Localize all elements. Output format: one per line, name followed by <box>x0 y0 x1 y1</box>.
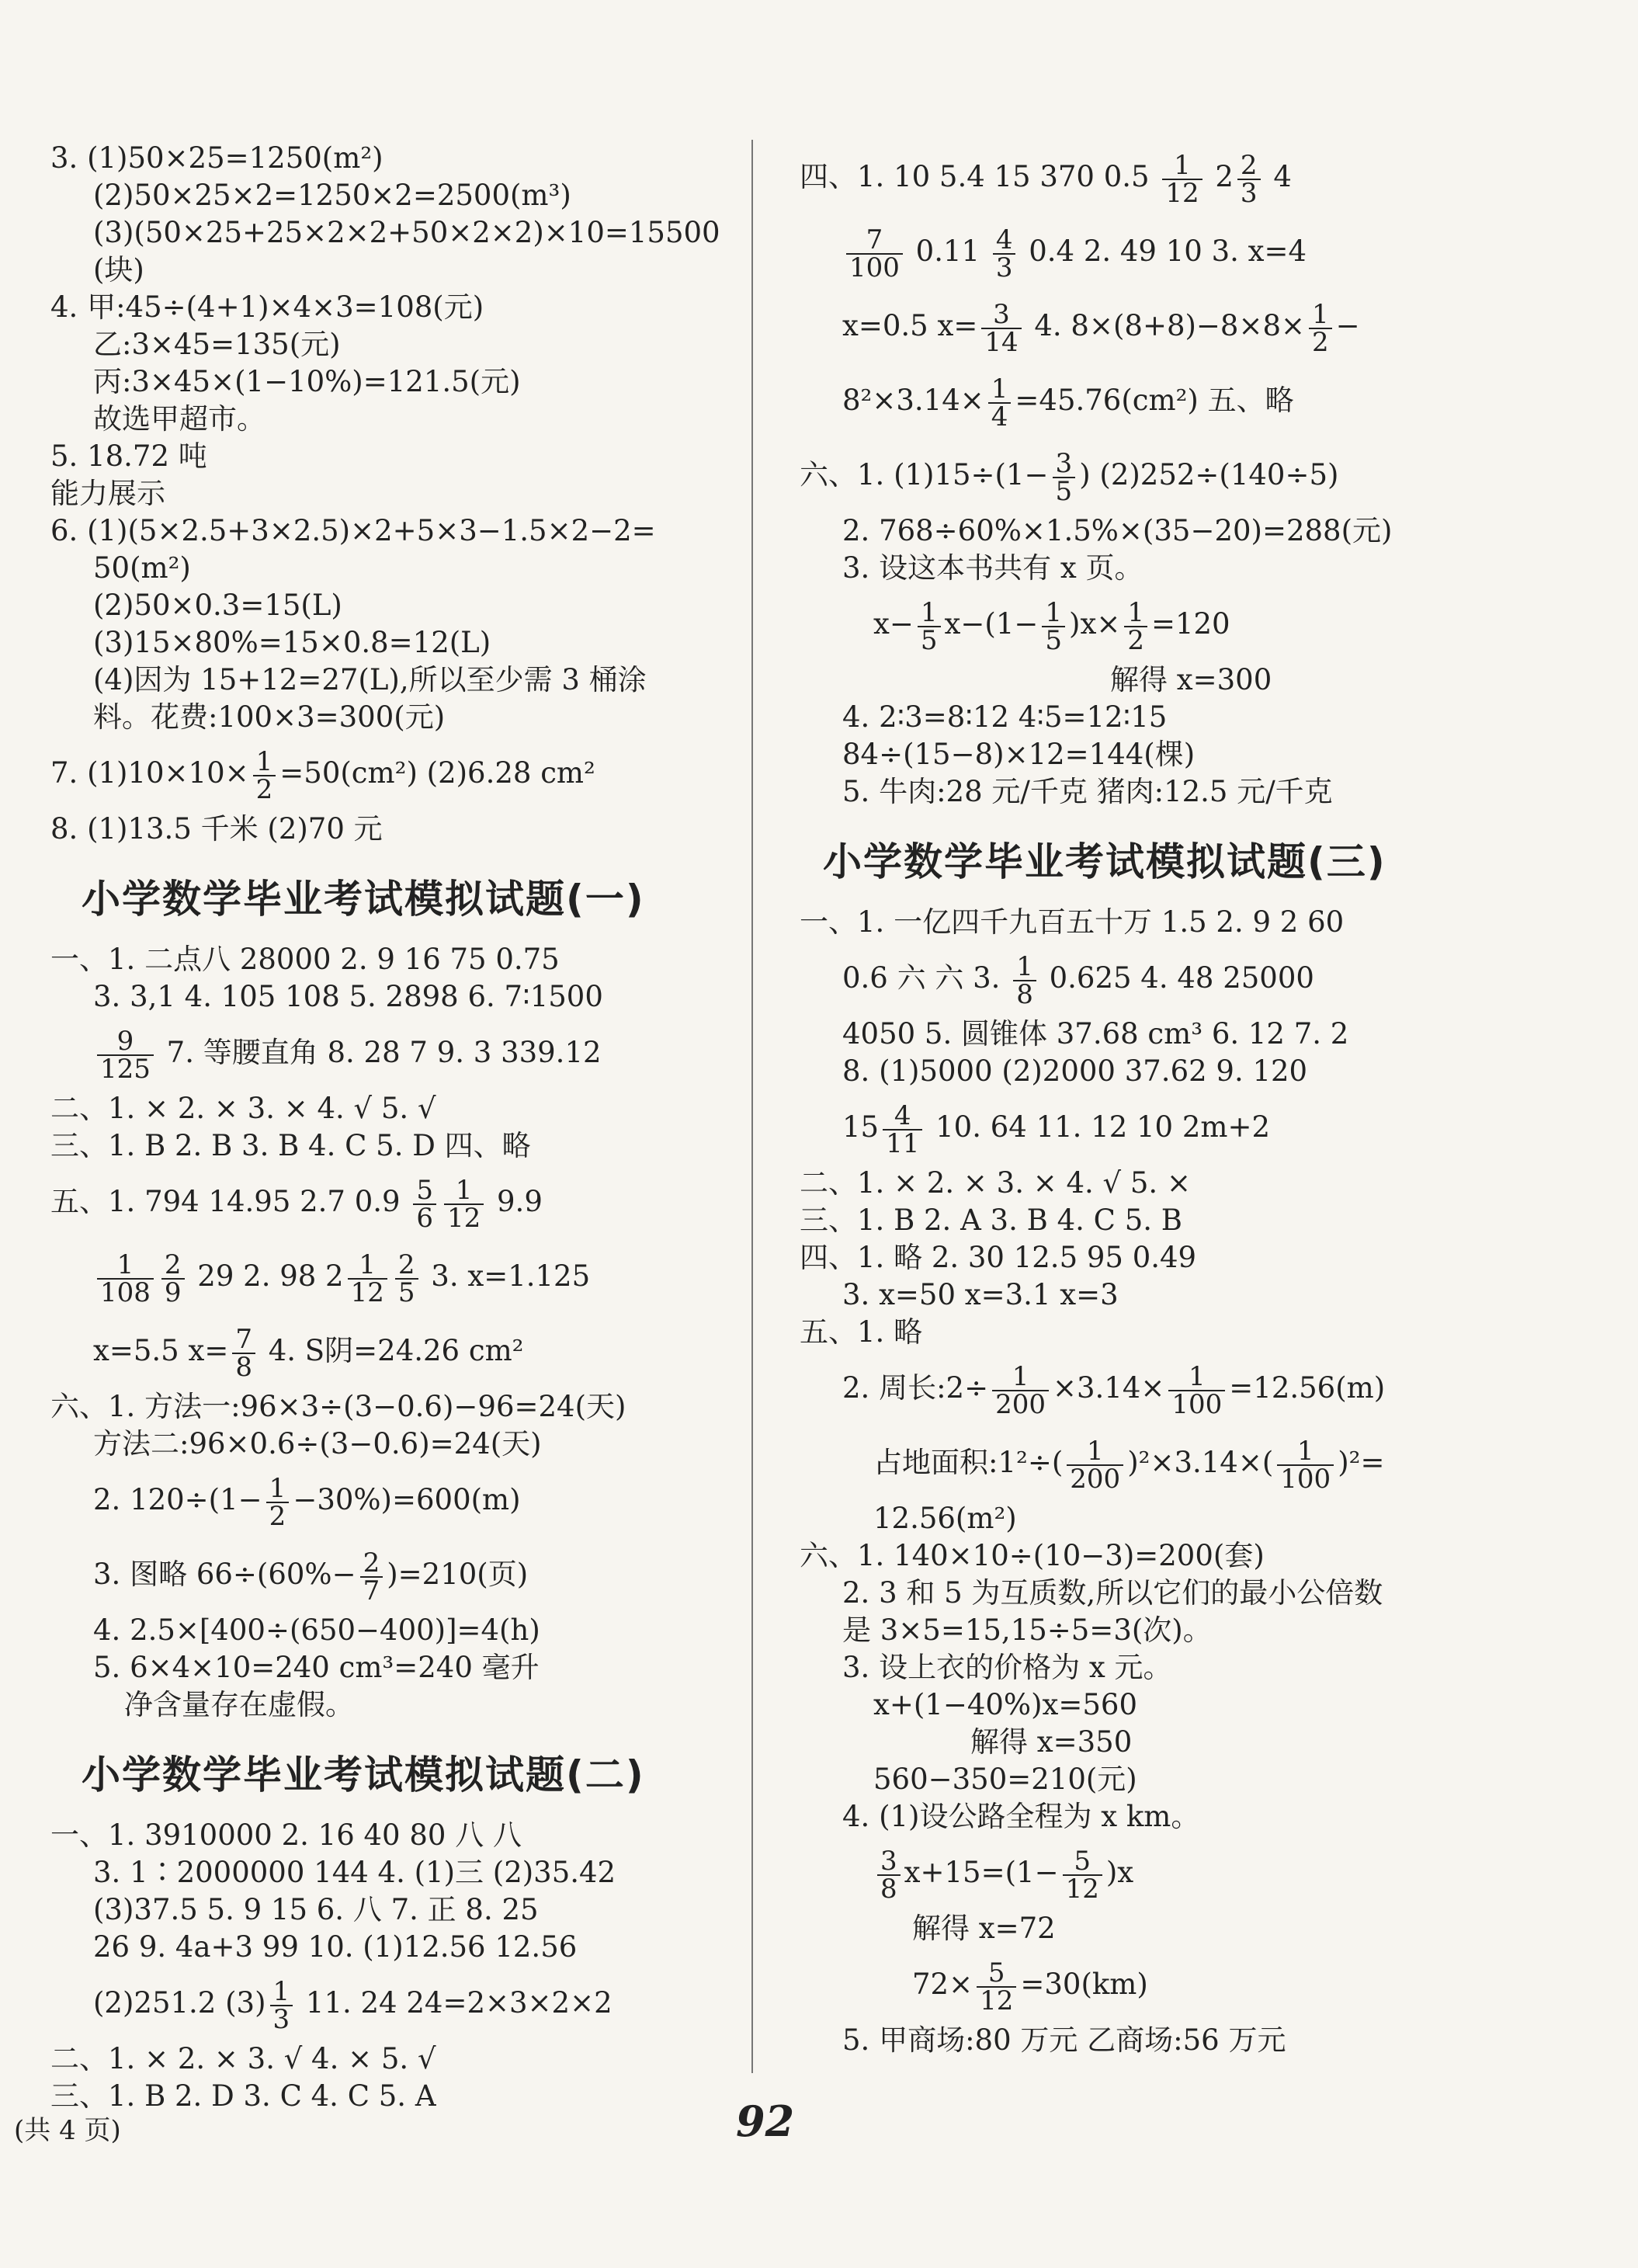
text-run: 8²×3.14× <box>842 384 984 417</box>
answer-line: 解得 x=350 <box>970 1725 1133 1759</box>
numerator: 1 <box>1067 1438 1123 1466</box>
answer-line <box>800 941 1591 1016</box>
text-run: 2. 周长:2÷ <box>842 1371 989 1405</box>
denominator: 125 <box>100 1053 151 1085</box>
answer-line: 8. (1)5000 (2)2000 37.62 9. 120 <box>842 1054 1308 1088</box>
denominator: 3 <box>1240 177 1258 209</box>
answer-line: 560−350=210(元) <box>873 1763 1137 1796</box>
numerator: 4 <box>993 227 1016 255</box>
denominator: 5 <box>1045 624 1063 656</box>
answer-line: 二、1. × 2. × 3. √ 4. × 5. √ <box>50 2042 436 2075</box>
section-title: 小学数学毕业考试模拟试题(三) <box>823 839 1386 884</box>
numerator: 3 <box>877 1848 901 1876</box>
numerator: 1 <box>1277 1438 1334 1466</box>
text-run: (2)251.2 (3) <box>93 1986 266 2020</box>
answer-line: 一、1. 二点八 28000 2. 9 16 75 0.75 <box>50 943 560 976</box>
numerator: 1 <box>1309 301 1332 329</box>
answer-line <box>50 1966 737 2041</box>
answer-line: 4. 2.5×[400÷(650−400)]=4(h) <box>93 1613 540 1647</box>
fraction <box>981 298 1021 358</box>
numerator: 2 <box>360 1550 383 1578</box>
answer-line: 4050 5. 圆锥体 37.68 cm³ 6. 12 7. 2 <box>842 1017 1349 1051</box>
denominator: 2 <box>1312 326 1329 358</box>
answer-line <box>50 1314 737 1388</box>
denominator: 9 <box>164 1276 182 1308</box>
answer-line: 料。花费:100×3=300(元) <box>93 700 446 734</box>
text-run: x+15=(1− <box>904 1856 1059 1889</box>
answer-line: 5. 牛肉:28 元/千克 猪肉:12.5 元/千克 <box>842 775 1333 808</box>
answer-line: 一、1. 3910000 2. 16 40 80 八 八 <box>50 1818 522 1852</box>
denominator: 7 <box>363 1575 380 1606</box>
answer-line <box>800 1836 1591 1910</box>
denominator: 3 <box>995 252 1013 283</box>
numerator: 4 <box>883 1103 922 1131</box>
text-run: =12.56(m) <box>1229 1371 1386 1405</box>
text-run: x=5.5 x= <box>93 1334 229 1367</box>
denominator: 100 <box>849 252 900 283</box>
answer-line: 二、1. × 2. × 3. × 4. √ 5. √ <box>50 1092 436 1125</box>
text-run: )x× <box>1069 607 1121 641</box>
answer-line <box>50 1537 737 1612</box>
text-run: 29 2. 98 2 <box>188 1259 344 1293</box>
fraction <box>270 1975 293 2035</box>
page-number: 92 <box>736 2096 795 2146</box>
section-title: 小学数学毕业考试模拟试题(一) <box>82 877 645 922</box>
page-count-label: (共 4 页) <box>14 2115 121 2146</box>
denominator: 8 <box>1016 978 1033 1010</box>
answer-line <box>50 736 737 811</box>
text-run: 72× <box>912 1968 973 2001</box>
answer-line: 五、1. 略 <box>800 1315 923 1349</box>
fraction <box>846 224 903 283</box>
numerator: 1 <box>992 1363 1049 1391</box>
denominator: 200 <box>1070 1463 1121 1495</box>
text-run: )²×3.14×( <box>1127 1446 1274 1479</box>
text-run: 15 <box>842 1110 880 1144</box>
text-run: 7. (1)10×10× <box>50 756 249 790</box>
fraction <box>1168 1360 1225 1420</box>
text-run: 10. 64 11. 12 10 2m+2 <box>926 1110 1271 1144</box>
answer-line: 解得 x=72 <box>912 1912 1056 1945</box>
answer-line: 3. 3,1 4. 105 108 5. 2898 6. 7∶1500 <box>93 980 603 1013</box>
numerator: 1 <box>1124 599 1147 627</box>
text-run: 四、1. 10 5.4 15 370 0.5 <box>800 160 1159 193</box>
text-run: 0.11 <box>906 234 989 268</box>
subsection-label: 能力展示 <box>50 477 165 510</box>
answer-line: 3. x=50 x=3.1 x=3 <box>842 1278 1119 1311</box>
denominator: 6 <box>416 1202 433 1234</box>
text-run: 4. 8×(8+8)−8×8× <box>1025 309 1306 342</box>
answer-line <box>50 1463 737 1537</box>
fraction <box>877 1845 901 1905</box>
denominator: 200 <box>995 1388 1046 1420</box>
fraction <box>413 1174 436 1234</box>
denominator: 12 <box>1065 1873 1099 1905</box>
text-run: =45.76(cm²) 五、略 <box>1015 384 1294 417</box>
answer-line: 4. (1)设公路全程为 x km。 <box>842 1800 1200 1833</box>
numerator: 1 <box>348 1252 387 1280</box>
answer-line: 3. 设上衣的价格为 x 元。 <box>842 1651 1172 1684</box>
answer-line: 三、1. B 2. A 3. B 4. C 5. B <box>800 1203 1182 1237</box>
answer-line: 2. 768÷60%×1.5%×(35−20)=288(元) <box>842 514 1393 547</box>
numerator: 2 <box>1237 152 1261 180</box>
answer-line: (3)15×80%=15×0.8=12(L) <box>93 626 491 659</box>
answer-line: 四、1. 略 2. 30 12.5 95 0.49 <box>800 1241 1197 1274</box>
answer-line: 5. 18.72 吨 <box>50 439 207 473</box>
answer-line: 8. (1)13.5 千米 (2)70 元 <box>50 812 383 846</box>
answer-line: 4. 2∶3=8∶12 4∶5=12∶15 <box>842 700 1168 734</box>
text-run: ) (2)252÷(140÷5) <box>1079 458 1339 491</box>
fraction <box>1124 596 1147 656</box>
answer-line: 六、1. 140×10÷(10−3)=200(套) <box>800 1539 1265 1572</box>
answer-line <box>50 1165 737 1239</box>
fraction <box>161 1249 185 1308</box>
answer-line: 5. 6×4×10=240 cm³=240 毫升 <box>93 1651 540 1684</box>
answer-line: 12.56(m²) <box>873 1502 1017 1535</box>
answer-line: 净含量存在虚假。 <box>124 1688 354 1721</box>
fraction <box>360 1547 383 1606</box>
denominator: 12 <box>350 1276 384 1308</box>
denominator: 5 <box>920 624 938 656</box>
text-run: 0.625 4. 48 25000 <box>1039 961 1314 995</box>
fraction <box>97 1249 154 1308</box>
answer-line: 3. (1)50×25=1250(m²) <box>50 141 383 175</box>
text-run: x−(1− <box>944 607 1039 641</box>
answer-line <box>800 1351 1591 1426</box>
numerator: 9 <box>97 1028 154 1056</box>
answer-line: 三、1. B 2. B 3. B 4. C 5. D 四、略 <box>50 1129 531 1162</box>
denominator: 2 <box>1127 624 1144 656</box>
answer-line <box>800 587 1591 662</box>
answer-line: 方法二:96×0.6÷(3−0.6)=24(天) <box>93 1427 542 1460</box>
answer-line: 3. 1∶2000000 144 4. (1)三 (2)35.42 <box>93 1856 616 1889</box>
numerator: 1 <box>918 599 941 627</box>
fraction <box>1013 950 1036 1010</box>
numerator: 2 <box>161 1252 185 1280</box>
denominator: 100 <box>1171 1388 1223 1420</box>
fraction <box>992 1360 1049 1420</box>
answer-line: 乙:3×45=135(元) <box>93 328 341 361</box>
answer-line: 5. 甲商场:80 万元 乙商场:56 万元 <box>842 2023 1286 2057</box>
text-run: 9.9 <box>488 1185 543 1218</box>
text-run: 3. x=1.125 <box>422 1259 591 1293</box>
numerator: 1 <box>1042 599 1065 627</box>
denominator: 12 <box>980 1985 1014 2016</box>
fraction <box>266 1472 290 1532</box>
text-run: 占地面积:1²÷( <box>873 1446 1064 1479</box>
answer-line: 故选甲超市。 <box>93 402 265 436</box>
answer-line: 3. 设这本书共有 x 页。 <box>842 551 1143 585</box>
fraction <box>993 224 1016 283</box>
denominator: 8 <box>235 1351 252 1383</box>
numerator: 5 <box>1063 1848 1102 1876</box>
numerator: 1 <box>270 1978 293 2006</box>
answer-line <box>800 363 1591 438</box>
answer-line: (3)37.5 5. 9 15 6. 八 7. 正 8. 25 <box>93 1893 539 1926</box>
text-run: )²= <box>1338 1446 1385 1479</box>
numerator: 7 <box>846 227 903 255</box>
answer-line: x+(1−40%)x=560 <box>873 1688 1138 1721</box>
answer-line <box>50 1016 737 1090</box>
answer-line: 一、1. 一亿四千九百五十万 1.5 2. 9 2 60 <box>800 905 1345 939</box>
fraction <box>1162 149 1202 209</box>
denominator: 14 <box>984 326 1019 358</box>
denominator: 108 <box>100 1276 151 1308</box>
text-run: 0.4 2. 49 10 3. x=4 <box>1019 234 1307 268</box>
fraction <box>1237 149 1261 209</box>
text-run: 3. 图略 66÷(60%− <box>93 1558 356 1591</box>
denominator: 5 <box>1055 475 1073 507</box>
text-run: )x <box>1105 1856 1134 1889</box>
answer-line: (2)50×0.3=15(L) <box>93 589 342 622</box>
column-divider <box>751 140 753 2073</box>
text-run: 0.6 六 六 3. <box>842 961 1010 995</box>
numerator: 5 <box>977 1960 1016 1988</box>
text-run: 2. 120÷(1− <box>93 1483 262 1516</box>
text-run: − <box>1335 309 1360 342</box>
text-run: 六、1. (1)15÷(1− <box>800 458 1049 491</box>
answer-line: (块) <box>93 253 144 287</box>
answer-line: 二、1. × 2. × 3. × 4. √ 5. × <box>800 1166 1191 1200</box>
fraction <box>97 1025 154 1085</box>
numerator: 7 <box>232 1326 255 1354</box>
denominator: 12 <box>446 1202 481 1234</box>
numerator: 1 <box>253 748 276 776</box>
denominator: 8 <box>880 1873 897 1905</box>
answer-line: (4)因为 15+12=27(L),所以至少需 3 桶涂 <box>93 663 647 696</box>
fraction <box>1042 596 1065 656</box>
right-column <box>800 140 1591 2059</box>
fraction <box>988 373 1012 432</box>
answer-line <box>800 140 1591 214</box>
denominator: 2 <box>269 1500 286 1532</box>
fraction <box>444 1174 484 1234</box>
denominator: 2 <box>255 773 273 805</box>
answer-line: 4. 甲:45÷(4+1)×4×3=108(元) <box>50 290 484 324</box>
numerator: 3 <box>1053 450 1076 478</box>
text-run: 4. S阴=24.26 cm² <box>259 1334 524 1367</box>
left-column <box>50 140 737 2115</box>
answer-line <box>800 438 1591 512</box>
answer-line: 2. 3 和 5 为互质数,所以它们的最小公倍数 <box>842 1576 1383 1610</box>
fraction <box>1309 298 1332 358</box>
answer-line <box>800 289 1591 363</box>
fraction <box>232 1323 255 1383</box>
fraction <box>977 1957 1016 2016</box>
answer-line: 26 9. 4a+3 99 10. (1)12.56 12.56 <box>93 1930 578 1964</box>
numerator: 1 <box>1162 152 1202 180</box>
numerator: 2 <box>395 1252 418 1280</box>
text-run: =30(km) <box>1020 1968 1148 2001</box>
fraction <box>918 596 941 656</box>
numerator: 1 <box>266 1475 290 1503</box>
denominator: 11 <box>886 1127 920 1159</box>
answer-line <box>800 1947 1591 2022</box>
denominator: 12 <box>1165 177 1199 209</box>
text-run: 11. 24 24=2×3×2×2 <box>297 1986 613 2020</box>
answer-line: 是 3×5=15,15÷5=3(次)。 <box>842 1613 1212 1647</box>
section-title: 小学数学毕业考试模拟试题(二) <box>82 1752 645 1797</box>
fraction <box>395 1249 418 1308</box>
fraction <box>1063 1845 1102 1905</box>
text-run: x=0.5 x= <box>842 309 978 342</box>
fraction <box>253 745 276 805</box>
denominator: 3 <box>272 2003 290 2035</box>
answer-line: 丙:3×45×(1−10%)=121.5(元) <box>93 365 521 398</box>
fraction <box>1067 1435 1123 1495</box>
numerator: 1 <box>1013 953 1036 981</box>
numerator: 5 <box>413 1177 436 1205</box>
text-run: =120 <box>1150 607 1230 641</box>
answer-line: (3)(50×25+25×2×2+50×2×2)×10=15500 <box>93 216 720 249</box>
text-run: 五、1. 794 14.95 2.7 0.9 <box>50 1185 410 1218</box>
numerator: 1 <box>444 1177 484 1205</box>
answer-line: 84÷(15−8)×12=144(棵) <box>842 738 1196 771</box>
text-run: ×3.14× <box>1052 1371 1165 1405</box>
answer-line: 三、1. B 2. D 3. C 4. C 5. A <box>50 2079 436 2113</box>
numerator: 1 <box>988 376 1012 404</box>
denominator: 5 <box>397 1276 415 1308</box>
fraction <box>883 1099 922 1159</box>
answer-line: 六、1. 方法一:96×3÷(3−0.6)−96=24(天) <box>50 1390 626 1423</box>
answer-line: (2)50×25×2=1250×2=2500(m³) <box>93 179 571 212</box>
answer-line <box>800 214 1591 289</box>
numerator: 1 <box>1168 1363 1225 1391</box>
fraction <box>1277 1435 1334 1495</box>
text-run: −30%)=600(m) <box>293 1483 521 1516</box>
numerator: 3 <box>981 301 1021 329</box>
text-run: 7. 等腰直角 8. 28 7 9. 3 339.12 <box>157 1036 602 1069</box>
answer-line: 50(m²) <box>93 551 191 585</box>
text-run: )=210(页) <box>387 1558 529 1591</box>
denominator: 4 <box>991 401 1008 432</box>
answer-line <box>800 1426 1591 1500</box>
text-run: 2 <box>1206 160 1234 193</box>
answer-line: 解得 x=300 <box>1110 663 1272 696</box>
text-run: 4 <box>1264 160 1292 193</box>
answer-line: 6. (1)(5×2.5+3×2.5)×2+5×3−1.5×2−2= <box>50 514 656 547</box>
fraction <box>348 1249 387 1308</box>
text-run: x− <box>873 607 914 641</box>
denominator: 100 <box>1280 1463 1331 1495</box>
text-run: =50(cm²) (2)6.28 cm² <box>279 756 595 790</box>
numerator: 1 <box>97 1252 154 1280</box>
answer-line <box>50 1239 737 1314</box>
fraction <box>1053 447 1076 507</box>
answer-line <box>800 1090 1591 1165</box>
